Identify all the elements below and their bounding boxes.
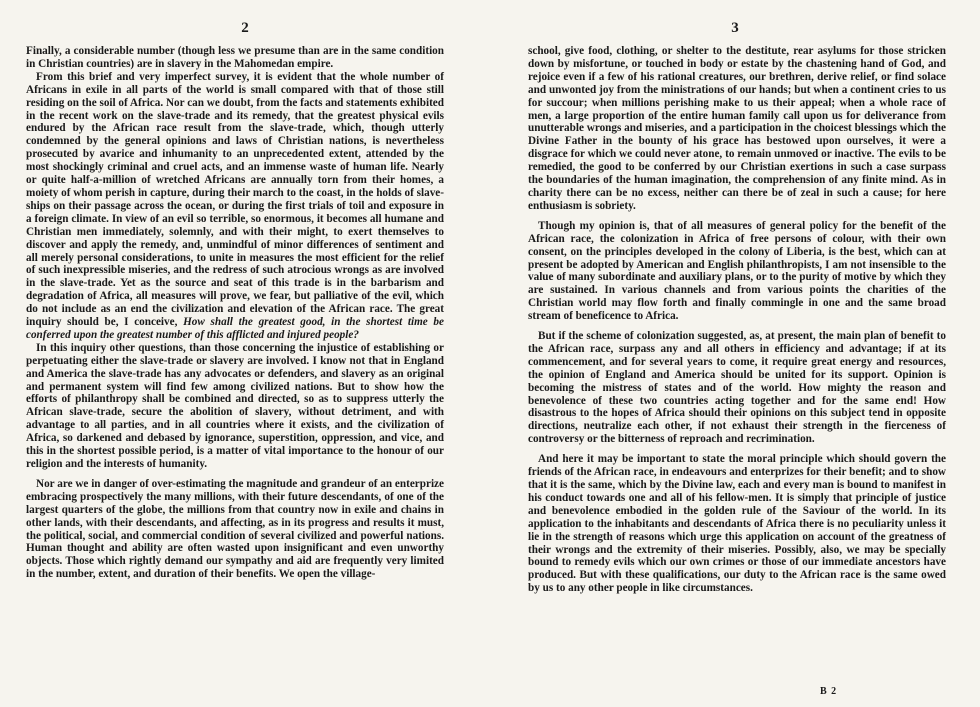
paragraph: Nor are we in danger of over-estimating the magnitude and grandeur of an enterprize embracing prospectively the many millions, with their future descendants, of one of the largest quarters of the globe, the millions from that country now in exile and chains in other lands, with their descendants, and affecting, as in its progress and results it must, the political, social, and commercial condition of several civilized and powerful nations. Human thought and ability are often wasted upon insignificant and even unworthy objects. Those which rightly demand our sympathy and aid are frequently very limited in the number, extent, and duration of their benefits. We open the village- — [26, 477, 444, 581]
paragraph: But if the scheme of colonization suggested, as, at present, the main plan of benefit to the African race, surpass any and all others in efficiency and advantage; if at its commencement, and for several years to come, it require great energy and resources, the opinion of England and America should be united for its support. Opinion is becoming the mistress of states and of the world. How mighty the reason and benevolence of these two countries acting together and for the same end! How disastrous to the hopes of Africa should their opinions on this subject tend in opposite directions, neutralize each other, if not exhaust their strength in the fierceness of controversy or the bitterness of reproach and recrimination. — [528, 330, 946, 446]
paragraph: school, give food, clothing, or shelter to the destitute, rear asylums for those stricken down by misfortune, or touched in body or estate by the chastening hand of God, and rejoice even if a few of his rational creatures, our brethren, derive relief, or find solace and unwonted joy from the ministrations of our hands; but when a continent cries to us for succour; when millions perishing make to us their appeal; when a whole race of men, a large proportion of the entire human family call upon us for deliverance from unutterable wrongs and miseries, and a participation in the choicest blessings which the Divine Father in the bounty of his grace has bestowed upon ourselves, it were a disgrace for which we could never atone, to remain unmoved or inactive. The evils to be remedied, the good to be conferred by our Christian exertions in such a case surpass the boundaries of the human imagination, the comprehension of any finite mind. As in charity there can be no excess, neither can there be of zeal in such a cause; for here enthusiasm is sobriety. — [528, 45, 946, 212]
page-number: 3 — [731, 20, 739, 36]
paragraph: In this inquiry other questions, than those concerning the injustice of establishing or perpetuating either the slave-trade or slavery are involved. I know not that in England and America the slave-trade has any advocates or defenders, and slavery as an original and permanent system will find few among civilized nations. But to show how the efforts of philanthropy shall be combined and directed, so as to suppress utterly the African slave-trade, secure the abolition of slavery, without detriment, and with advantage to all parties, and in all countries where it exists, and the civilization of Africa, so darkened and debased by ignorance, superstition, oppression, and vice, and this in the shortest possible period, is a matter of vital importance to the honour of our religion and the interests of humanity. — [26, 341, 444, 470]
italic-inquiry: How shall the greatest good, in the shortest time be conferred upon the greatest number of this afflicted and injured people? — [26, 316, 444, 341]
page-number: 2 — [241, 20, 249, 36]
paragraph-text: From this brief and very imperfect survey, it is evident that the whole number of Africans in exile in all parts of the world is small compared with that of those still residing on the soil of Africa. Nor can we doubt, from the facts and statements exhibited in the recent work on the slave-trade and its remedy, that the greatest physical evils endured by the African race result from the slave-trade, which, though utterly condemned by the general opinions and laws of Christian nations, is nevertheless prosecuted by avarice and inhumanity to an unprecedented extent, attended by the most shockingly criminal and cruel acts, and an immense waste of human life. Nearly or quite half-a-million of wretched Africans are annually torn from their homes, a moiety of whom perish in capture, during their march to the coast, in the holds of slave-ships on their passage across the ocean, or during the first trials of toil and exposure in a foreign climate. In view of an evil so terrible, so enormous, it becomes all humane and Christian men immediately, solemnly, and with their might, to exert themselves to discover and apply the remedy, and, unmindful of minor differences of sentiment and all merely personal considerations, to unite in measures the most efficient for the relief of such inexpressible miseries, and the redress of such atrocious wrongs as are involved in the slave-trade. Yet as the source and seat of this trade is in the barbarism and degradation of Africa, all measures will prove, we fear, but palliative of the evil, which do not include as an end the civilization and elevation of the African race. The great inquiry should be, I conceive, — [26, 70, 444, 329]
right-page — [490, 0, 980, 707]
signature-mark: B 2 — [820, 686, 838, 697]
paragraph — [26, 71, 444, 342]
paragraph: Though my opinion is, that of all measures of general policy for the benefit of the African race, the colonization in Africa of free persons of colour, with their own consent, on the principles developed in the colony of Liberia, is the best, which can at present be adopted by American and English philanthropists, I am not insensible to the value of many subordinate and auxiliary plans, or to the purity of motive by which they are sustained. In various channels and from various points the charities of the Christian world may flow forth and finally commingle in one and the same broad stream of beneficence to Africa. — [528, 219, 946, 323]
left-text-block — [26, 45, 444, 581]
paragraph: And here it may be important to state the moral principle which should govern the friends of the African race, in endeavours and enterprizes for their benefit; and to show that it is the same, which by the Divine law, each and every man is bound to manifest in his conduct towards one and all of his fellow-men. It is simply that principle of justice and benevolence embodied in the golden rule of the Saviour of the world. In its application to the inhabitants and descendants of Africa there is no peculiarity unless it lie in the strength of reasons which urge this application on account of the greatness of their wrongs and the extremity of their miseries. Possibly, also, we may be specially bound to remedy evils which our own crimes or those of our immediate ancestors have produced. But with these qualifications, our duty to the African race is the same owed by us to any other people in like circumstances. — [528, 453, 946, 595]
paragraph: Finally, a considerable number (though less we presume than are in the same condition in Christian countries) are in slavery in the Mahomedan empire. — [26, 45, 444, 70]
right-text-block — [528, 45, 946, 595]
